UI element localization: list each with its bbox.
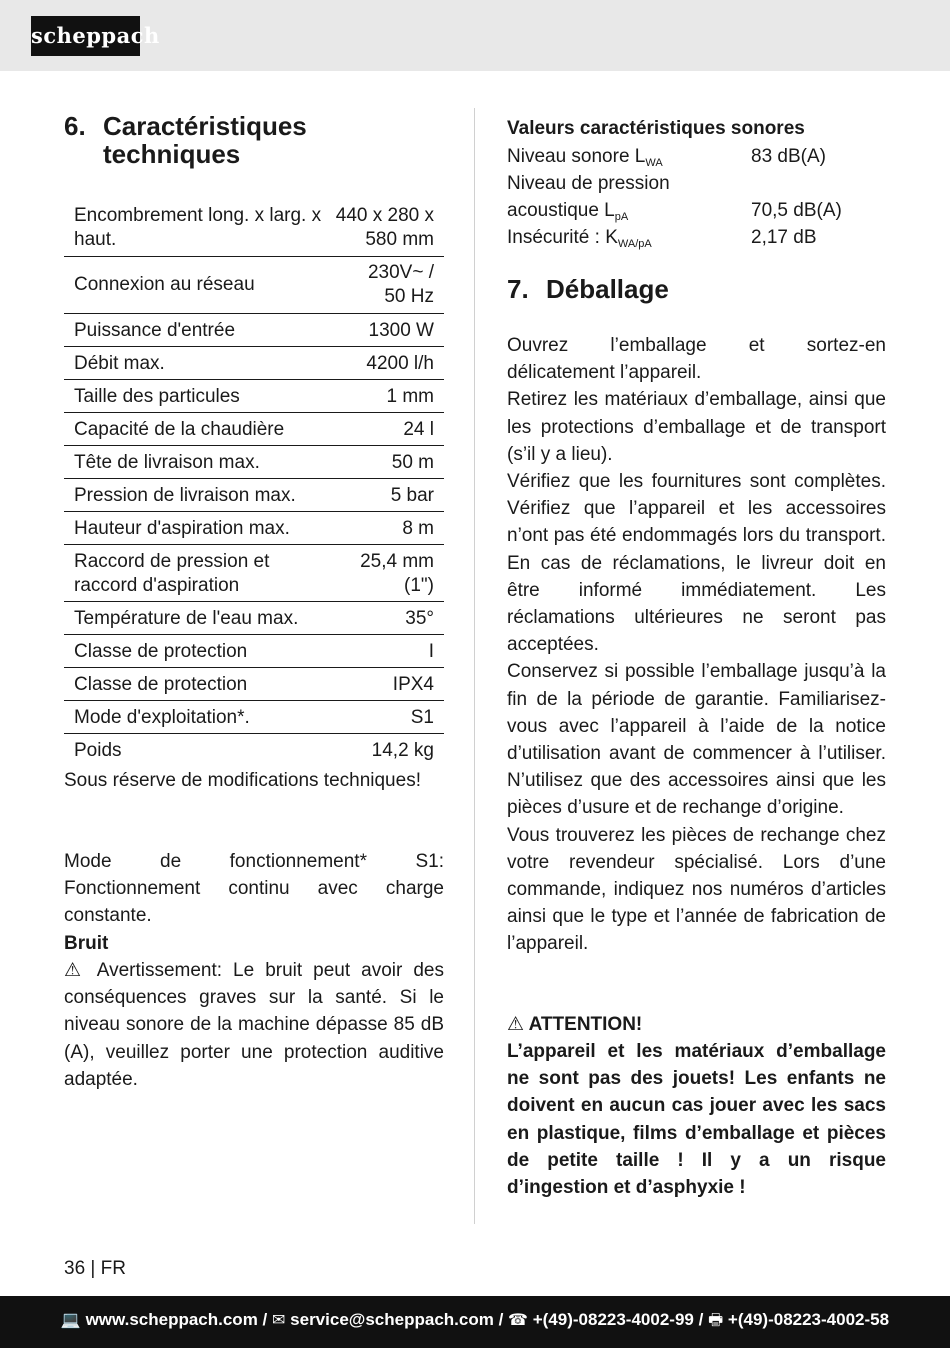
spec-value: 50 m bbox=[391, 452, 434, 473]
spec-value: 1 mm bbox=[386, 386, 434, 407]
page-number: 36 | FR bbox=[64, 1258, 126, 1279]
noise-warning-text: Avertissement: Le bruit peut avoir des conséquences graves sur la santé. Si le niveau sonore de la machine dépasse 85 dB (A), veuillez porter une protection auditive adaptée. bbox=[64, 960, 444, 1090]
sound-value: 2,17 dB bbox=[751, 227, 817, 248]
phone-number: +(49)-08223-4002-99 bbox=[532, 1310, 694, 1329]
spec-value: I bbox=[428, 641, 434, 662]
noise-heading: Bruit bbox=[64, 933, 109, 954]
paragraph: Retirez les matériaux d’emballage, ainsi que les protections d’emballage et de transport (s’il y a lieu). bbox=[507, 389, 886, 465]
warning-triangle-icon: ⚠ bbox=[507, 1014, 525, 1035]
spec-value: 35° bbox=[405, 608, 434, 629]
spec-value: 230V~ / 50 Hz bbox=[367, 262, 434, 307]
spec-value: 14,2 kg bbox=[371, 740, 434, 761]
computer-icon: 💻 bbox=[60, 1310, 81, 1329]
paragraph: Vous trouverez les pièces de rechange chez votre revendeur spécialisé. Lors d’une commande, indiquez nos numéros d’articles ainsi que le type et l’année de fabrication de l’appareil. bbox=[507, 824, 886, 955]
spec-row bbox=[64, 668, 444, 701]
spec-row bbox=[64, 257, 444, 314]
spec-label: Classe de protection bbox=[74, 641, 248, 662]
spec-label: Température de l'eau max. bbox=[74, 608, 299, 629]
spec-row bbox=[64, 479, 444, 512]
sound-value: 83 dB(A) bbox=[751, 146, 826, 167]
sound-label: Niveau de pression bbox=[507, 173, 670, 194]
spec-label: Encombrement long. x larg. x haut. bbox=[74, 205, 322, 250]
spec-label: Mode d'exploitation*. bbox=[74, 707, 250, 728]
paragraph: Ouvrez l’emballage et sortez-en délicatement l’appareil. bbox=[507, 335, 886, 384]
specs-reserve-note: Sous réserve de modifications techniques! bbox=[64, 770, 421, 791]
spec-row bbox=[64, 446, 444, 479]
spec-row bbox=[64, 602, 444, 635]
noise-warning bbox=[64, 957, 444, 1093]
paragraph: Conservez si possible l’emballage jusqu’à la fin de la période de garantie. Familiarisez-vous avec l’appareil à l’aide de la notice d’utilisation avant de commencer à l’utiliser. N’utilisez que des accessoires ainsi que les pièces d’usure et de rechange d’origine. bbox=[507, 661, 886, 819]
spec-row bbox=[64, 347, 444, 380]
attention-text: L’appareil et les matériaux d’emballage ne sont pas des jouets! Les enfants ne doivent en aucun cas jouer avec les sacs en plastique, films d’emballage et pièces de petite taille ! Il y a un risque d’ingestion et d’asphyxie ! bbox=[507, 1041, 886, 1199]
spec-label: Débit max. bbox=[74, 353, 165, 374]
section-title: Déballage bbox=[546, 274, 669, 304]
section-number: 7. bbox=[507, 274, 529, 304]
spec-value: 1300 W bbox=[368, 320, 434, 341]
section-7-heading bbox=[507, 275, 886, 305]
spec-row bbox=[64, 512, 444, 545]
attention-heading: ⚠ ATTENTION! bbox=[507, 1014, 643, 1035]
phone-icon: ☎ bbox=[508, 1310, 528, 1329]
spec-row bbox=[64, 635, 444, 668]
envelope-icon: ✉ bbox=[272, 1310, 286, 1329]
technical-specs-table bbox=[64, 199, 444, 766]
spec-row bbox=[64, 734, 444, 766]
spec-row bbox=[64, 314, 444, 347]
fax-number: +(49)-08223-4002-58 bbox=[727, 1310, 890, 1329]
section-number: 6. bbox=[64, 111, 86, 141]
spec-value: 5 bar bbox=[390, 485, 434, 506]
sound-values-title: Valeurs caractéristiques sonores bbox=[507, 118, 805, 139]
website-link[interactable]: www.scheppach.com bbox=[85, 1310, 258, 1329]
spec-value: 8 m bbox=[402, 518, 434, 539]
spec-value: S1 bbox=[410, 707, 434, 728]
page-footer: 💻 www.scheppach.com / ✉ service@scheppach.com / ☎ +(49)-08223-4002-99 / 🖶 +(49)-08223-4002-58 bbox=[0, 1296, 950, 1348]
spec-value: 440 x 280 x 580 mm bbox=[335, 205, 434, 250]
paragraph: Vérifiez que les fournitures sont complètes. Vérifiez que l’appareil et les accessoires n’ont pas été endommagés lors du transport. En cas de réclamations, le livreur doit en être informé immédiatement. Les réclamations ultérieures ne seront pas acceptées. bbox=[507, 471, 886, 656]
sound-label: acoustique $L_{pA}$ bbox=[507, 200, 629, 223]
spec-row bbox=[64, 701, 444, 734]
section-title: Caractéristiques techniques bbox=[103, 111, 307, 169]
section-6-heading bbox=[64, 112, 444, 172]
spec-value: 25,4 mm (1") bbox=[360, 551, 434, 596]
operation-mode-note: Mode de fonctionnement* S1: Fonctionnement continu avec charge constante. bbox=[64, 851, 444, 927]
spec-label: Connexion au réseau bbox=[74, 274, 255, 295]
email-link[interactable]: service@scheppach.com bbox=[290, 1310, 494, 1329]
sound-value: 70,5 dB(A) bbox=[751, 200, 842, 221]
spec-row bbox=[64, 199, 444, 257]
warning-triangle-icon: ⚠ bbox=[64, 960, 87, 981]
spec-row bbox=[64, 380, 444, 413]
fax-icon: 🖶 bbox=[708, 1310, 724, 1329]
spec-label: Capacité de la chaudière bbox=[74, 419, 285, 440]
spec-row bbox=[64, 545, 444, 602]
spec-row bbox=[64, 413, 444, 446]
column-divider bbox=[474, 108, 475, 1224]
spec-label: Puissance d'entrée bbox=[74, 320, 236, 341]
brand-logo: scheppach bbox=[31, 16, 140, 56]
spec-label: Pression de livraison max. bbox=[74, 485, 296, 506]
sound-label: Insécurité : $K_{WA/pA}$ bbox=[507, 227, 652, 250]
spec-label: Tête de livraison max. bbox=[74, 452, 260, 473]
sound-label: Niveau sonore $L_{WA}$ bbox=[507, 146, 663, 169]
spec-value: 24 l bbox=[403, 419, 434, 440]
spec-label: Taille des particules bbox=[74, 386, 240, 407]
spec-label: Poids bbox=[74, 740, 122, 761]
spec-label: Hauteur d'aspiration max. bbox=[74, 518, 290, 539]
spec-label: Classe de protection bbox=[74, 674, 248, 695]
page-header bbox=[0, 0, 950, 71]
spec-value: 4200 l/h bbox=[366, 353, 434, 374]
spec-value: IPX4 bbox=[392, 674, 434, 695]
unpacking-text bbox=[507, 332, 886, 958]
spec-label: Raccord de pression et raccord d'aspiration bbox=[74, 551, 270, 596]
